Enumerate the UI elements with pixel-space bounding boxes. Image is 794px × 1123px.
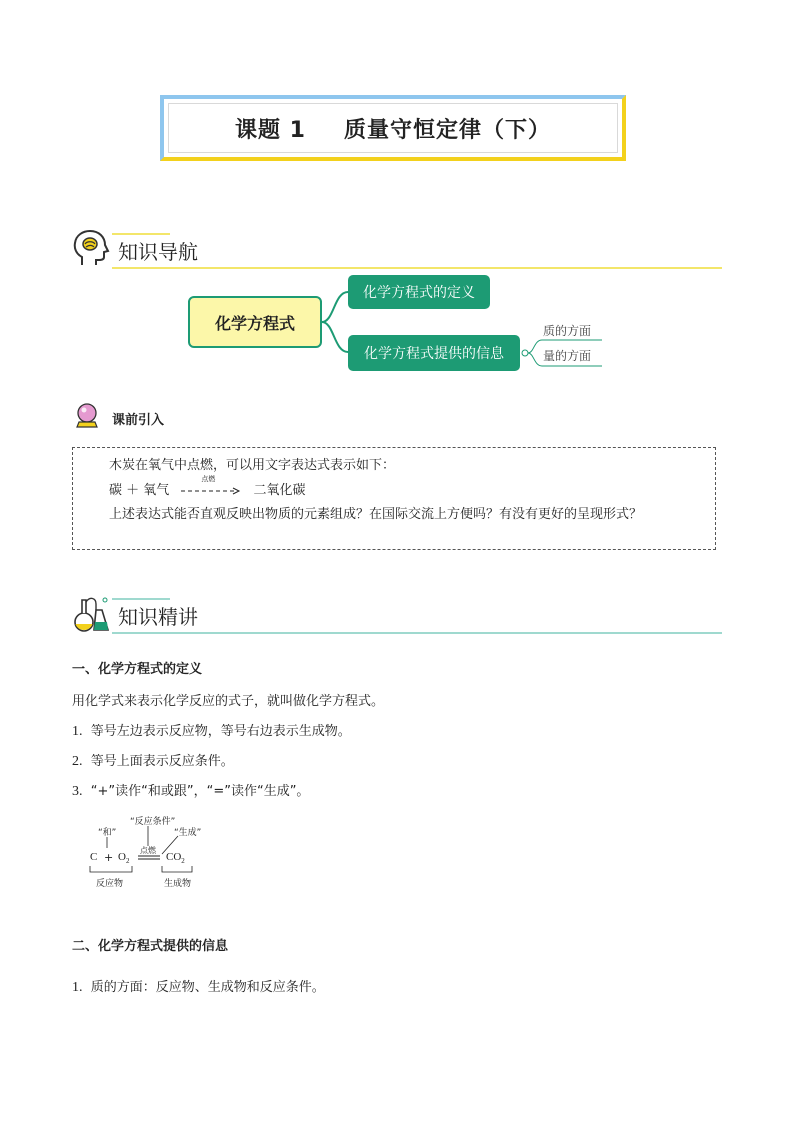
part1-item-1: 1. 等号左边表示反应物，等号右边表示生成物。 [72, 724, 351, 739]
preclass-line1: 木炭在氧气中点燃，可以用文字表达式表示如下： [109, 458, 396, 473]
mindmap-node-information: 化学方程式提供的信息 [348, 335, 520, 371]
preclass-equation [109, 475, 306, 498]
diagram-label-products: 生成物 [164, 879, 192, 889]
dashed-arrow-icon [179, 485, 243, 497]
diagram-condition: 点燃 [140, 846, 156, 855]
diagram-reactant-c: C [90, 851, 98, 863]
mindmap-node-definition: 化学方程式的定义 [348, 275, 490, 309]
section-underline [112, 267, 722, 269]
lesson-title: 质量守恒定律（下） [343, 117, 551, 143]
equation-condition: 点燃 [201, 475, 216, 483]
equation-right: 二氧化碳 [253, 483, 306, 498]
diagram-label-and: “和” [98, 828, 117, 838]
section-header-explanation [72, 594, 722, 634]
section-line-top [112, 233, 170, 235]
diagram-label-reactants: 反应物 [96, 879, 124, 889]
title-banner [160, 95, 626, 161]
mindmap-root: 化学方程式 [188, 296, 322, 348]
equation-left: 碳 ＋ 氧气 [109, 483, 170, 498]
section-header-navigation [72, 229, 722, 269]
part1-item-3: 3. “+”读作“和或跟”，“=”读作“生成”。 [72, 784, 310, 799]
section-label: 知识精讲 [118, 605, 198, 629]
lesson-number: 课题 1 [235, 117, 306, 143]
part2-heading: 二、化学方程式提供的信息 [72, 939, 229, 954]
preclass-box [72, 447, 716, 550]
part2-item-1: 1. 质的方面：反应物、生成物和反应条件。 [72, 980, 325, 995]
part1-item-2: 2. 等号上面表示反应条件。 [72, 754, 234, 769]
title-inner [168, 103, 618, 153]
diagram-label-produce: “生成” [174, 828, 202, 838]
mindmap-leaf-quality: 质的方面 [543, 324, 592, 338]
mindmap-leaf-quantity: 量的方面 [543, 349, 592, 363]
equation-diagram [82, 812, 222, 894]
preclass-label: 课前引入 [112, 413, 165, 428]
diagram-reactant-o2: $O_2$ [118, 851, 130, 866]
section-line-top [112, 598, 170, 600]
section-label: 知识导航 [118, 240, 198, 264]
section-underline [112, 632, 722, 634]
equation-arrow [179, 475, 243, 498]
part1-heading: 一、化学方程式的定义 [72, 662, 203, 677]
brain-head-icon [72, 229, 110, 269]
diagram-label-condition: “反应条件” [130, 817, 176, 827]
diagram-product: $CO_2$ [166, 851, 185, 866]
flask-icon [72, 594, 112, 634]
crystal-ball-icon [74, 402, 100, 430]
part1-intro: 用化学式来表示化学反应的式子，就叫做化学方程式。 [72, 694, 385, 709]
preclass-line3: 上述表达式能否直观反映出物质的元素组成？在国际交流上方便吗？有没有更好的呈现形式？ [109, 507, 643, 522]
diagram-plus: + [104, 851, 114, 864]
